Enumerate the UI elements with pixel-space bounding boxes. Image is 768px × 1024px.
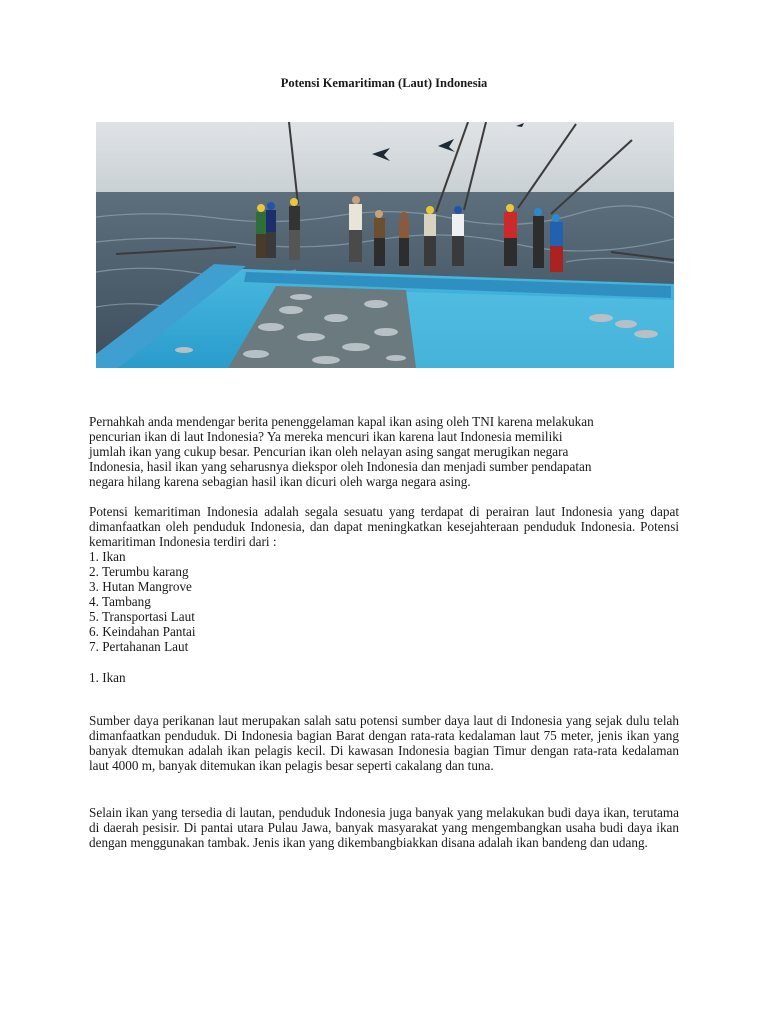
section-heading: 1. Ikan <box>89 670 126 685</box>
potensi-paragraph: Potensi kemaritiman Indonesia adalah segala sesuatu yang terdapat di perairan laut Indonesia yang dapat dimanfaatkan oleh penduduk Indonesia, dan dapat meningkatkan kesejahteraan penduduk Indonesia. Potensi kemaritiman Indonesia terdiri dari : <box>89 504 679 549</box>
document-title: Potensi Kemaritiman (Laut) Indonesia <box>280 76 488 90</box>
intro-paragraph <box>89 414 679 489</box>
intro-line: jumlah ikan yang cukup besar. Pencurian ikan oleh nelayan asing sangat merugikan negara <box>89 444 569 459</box>
fishing-boat-photo <box>96 122 674 368</box>
potensi-list <box>89 549 679 654</box>
list-item: 6. Keindahan Pantai <box>89 624 196 639</box>
list-item: 1. Ikan <box>89 549 126 564</box>
list-item: 4. Tambang <box>89 594 151 609</box>
intro-line: Indonesia, hasil ikan yang seharusnya diekspor oleh Indonesia dan menjadi sumber pendapatan <box>89 459 592 474</box>
intro-line: pencurian ikan di laut Indonesia? Ya mereka mencuri ikan karena laut Indonesia memiliki <box>89 429 563 444</box>
list-item: 7. Pertahanan Laut <box>89 639 189 654</box>
list-item: 5. Transportasi Laut <box>89 609 195 624</box>
budi-daya-paragraph: Selain ikan yang tersedia di lautan, penduduk Indonesia juga banyak yang melakukan budi daya ikan, terutama di daerah pesisir. Di pantai utara Pulau Jawa, banyak masyarakat yang mengembangkan usaha budi daya ikan dengan menggunakan tambak. Jenis ikan yang dikembangbiakkan disana adalah ikan bandeng dan udang. <box>89 805 679 851</box>
list-item: 2. Terumbu karang <box>89 564 189 579</box>
intro-line: Pernahkah anda mendengar berita penenggelaman kapal ikan asing oleh TNI karena melakukan <box>89 414 594 429</box>
list-item: 3. Hutan Mangrove <box>89 579 192 594</box>
potensi-section <box>89 504 679 654</box>
sumber-daya-paragraph: Sumber daya perikanan laut merupakan salah satu potensi sumber daya laut di Indonesia yang sejak dulu telah dimanfaatkan penduduk. Di Indonesia bagian Barat dengan rata-rata kedalaman laut 75 meter, jenis ikan yang banyak dtemukan adalah ikan pelagis kecil. Di kawasan Indonesia bagian Timur dengan rata-rata kedalaman laut 4000 m, banyak ditemukan ikan pelagis besar seperti cakalang dan tuna. <box>89 713 679 774</box>
intro-line: negara hilang karena sebagian hasil ikan dicuri oleh warga negara asing. <box>89 474 471 489</box>
